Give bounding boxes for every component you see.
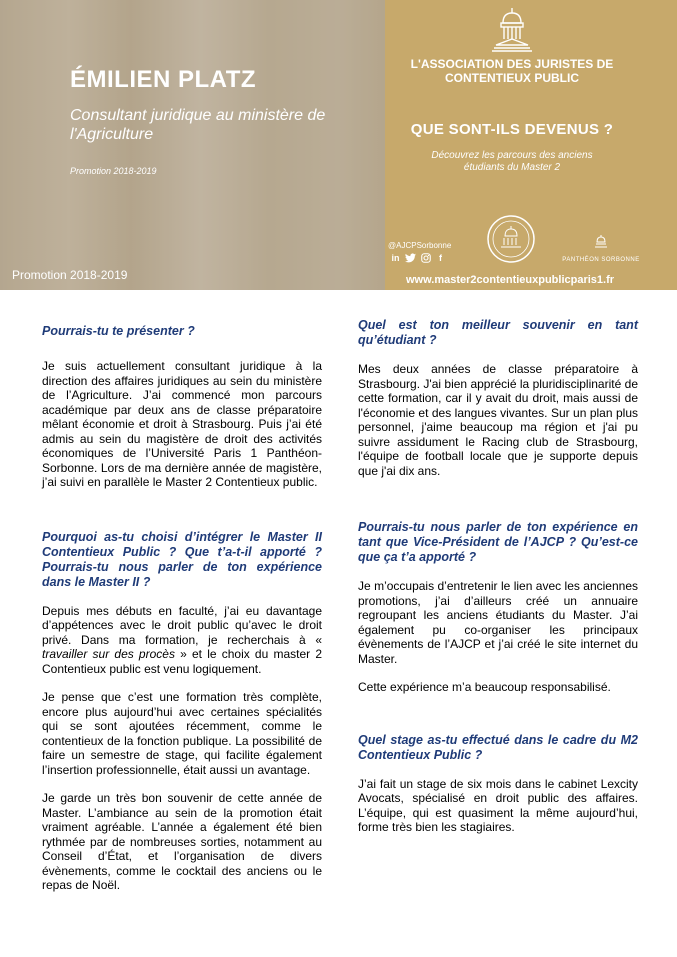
- social-icons: [390, 252, 446, 263]
- answer-paragraph: Je pense que c’est une formation très complète, encore plus aujourd’hui avec certaines spécialités qui se sont ajoutées récemment, comme le contentieux de la fonction publique. La possibilité de faire un semestre de stage, qui facilite également l’insertion professionnelle, était aussi un avantage.: [42, 690, 322, 777]
- answer-paragraph: Mes deux années de classe préparatoire à Strasbourg. J'ai bien apprécié la pluridisciplinarité de cette formation, car il y avait du droit, mais aussi de l'économie et des langues vivantes. Sur un plan plus personnel, j'aime beaucoup ma région et j'ai pu suivre assidument le Racing club de Strasbourg, l'équipe de football locale que je supporte depuis que j'ai dix ans.: [358, 362, 638, 478]
- answer-paragraph: J’ai fait un stage de six mois dans le cabinet Lexcity Avocats, spécialisé en droit public des affaires. L’équipe, qui est quasiment la même aujourd’hui, forme très bien les stagiaires.: [358, 776, 638, 834]
- answer-paragraph: Je garde un très bon souvenir de cette année de Master. L’ambiance au sein de la promotion était vraiment agréable. L’année a également été bien rythmée par de nombreuses sorties, notamment au Conseil d’État, et l’organisation de divers évènements, comme le cocktail des anciens ou le repas de Noël.: [42, 791, 322, 892]
- person-name: ÉMILIEN PLATZ: [70, 66, 257, 93]
- subheadline: Découvrez les parcours des anciens étudiants du Master 2: [431, 150, 593, 173]
- question-heading: Pourrais-tu nous parler de ton expérience en tant que Vice-Président de l’AJCP ? Qu’est-ce que ça t’a apporté ?: [358, 520, 638, 564]
- left-column: [42, 318, 322, 893]
- answer-paragraph: Depuis mes débuts en faculté, j’ai eu davantage d’appétences avec le droit public qu’avec le droit privé. Dans ma formation, je recherchais à « travailler sur des procès » et le choix du master 2 Contentieux public est venu logiquement.: [42, 603, 322, 676]
- twitter-icon[interactable]: [405, 252, 416, 263]
- person-role: Consultant juridique au ministère de l'Agriculture: [70, 107, 326, 143]
- sorbonne-logo: [558, 234, 644, 263]
- question-heading: Quel est ton meilleur souvenir en tant qu’étudiant ?: [358, 318, 638, 347]
- header-banner: [0, 0, 677, 290]
- pantheon-dome-icon: [488, 5, 536, 53]
- answer-paragraph: Cette expérience m’a beaucoup responsabilisé.: [358, 680, 611, 694]
- association-name: L'ASSOCIATION DES JURISTES DE CONTENTIEUX PUBLIC: [410, 57, 614, 85]
- headline: QUE SONT-ILS DEVENUS ?: [410, 121, 614, 138]
- facebook-icon[interactable]: f: [439, 252, 442, 263]
- answer-paragraph: Je suis actuellement consultant juridique à la direction des affaires juridiques au sein du ministère de l’Agriculture. J’ai commencé mon parcours académique par deux ans de classe préparatoire mêlant économie et droit à Strasbourg. Puis j’ai été admis au sein du magistère de droit des activités économiques de l’Université Paris 1 Panthéon-Sorbonne. Lors de ma dernière année de magistère, j’ai suivi en parallèle le Master 2 Contentieux public.: [42, 359, 322, 489]
- sorbonne-dome-icon: [593, 234, 609, 250]
- promotion-caption: Promotion 2018-2019: [12, 268, 128, 282]
- instagram-icon[interactable]: [420, 252, 431, 263]
- answer-paragraph: Je m’occupais d’entretenir le lien avec les anciennes promotions, j’ai d’ailleurs créé un annuaire regroupant les anciens étudiants du Master. J’ai également pu co-organiser les principaux évènements de l’AJCP et j’ai créé le site internet du Master.: [358, 579, 638, 666]
- promotion-label: Promotion 2018-2019: [70, 166, 157, 176]
- association-seal-icon: [486, 214, 536, 264]
- question-heading: Pourrais-tu te présenter ?: [42, 324, 195, 338]
- photo-background: [0, 0, 385, 290]
- question-heading: Pourquoi as-tu choisi d’intégrer le Master II Contentieux Public ? Que t’a-t-il apporté ? Pourrais-tu nous parler de ton expérience dans le Master II ?: [42, 529, 322, 589]
- question-heading: Quel stage as-tu effectué dans le cadre du M2 Contentieux Public ?: [358, 732, 638, 762]
- right-column: [358, 318, 638, 835]
- social-handle: @AJCPSorbonne: [388, 241, 452, 250]
- website-link[interactable]: www.master2contentieuxpublicparis1.fr: [406, 274, 615, 286]
- sorbonne-label: PANTHÉON SORBONNE: [562, 257, 640, 263]
- linkedin-icon[interactable]: in: [391, 252, 400, 263]
